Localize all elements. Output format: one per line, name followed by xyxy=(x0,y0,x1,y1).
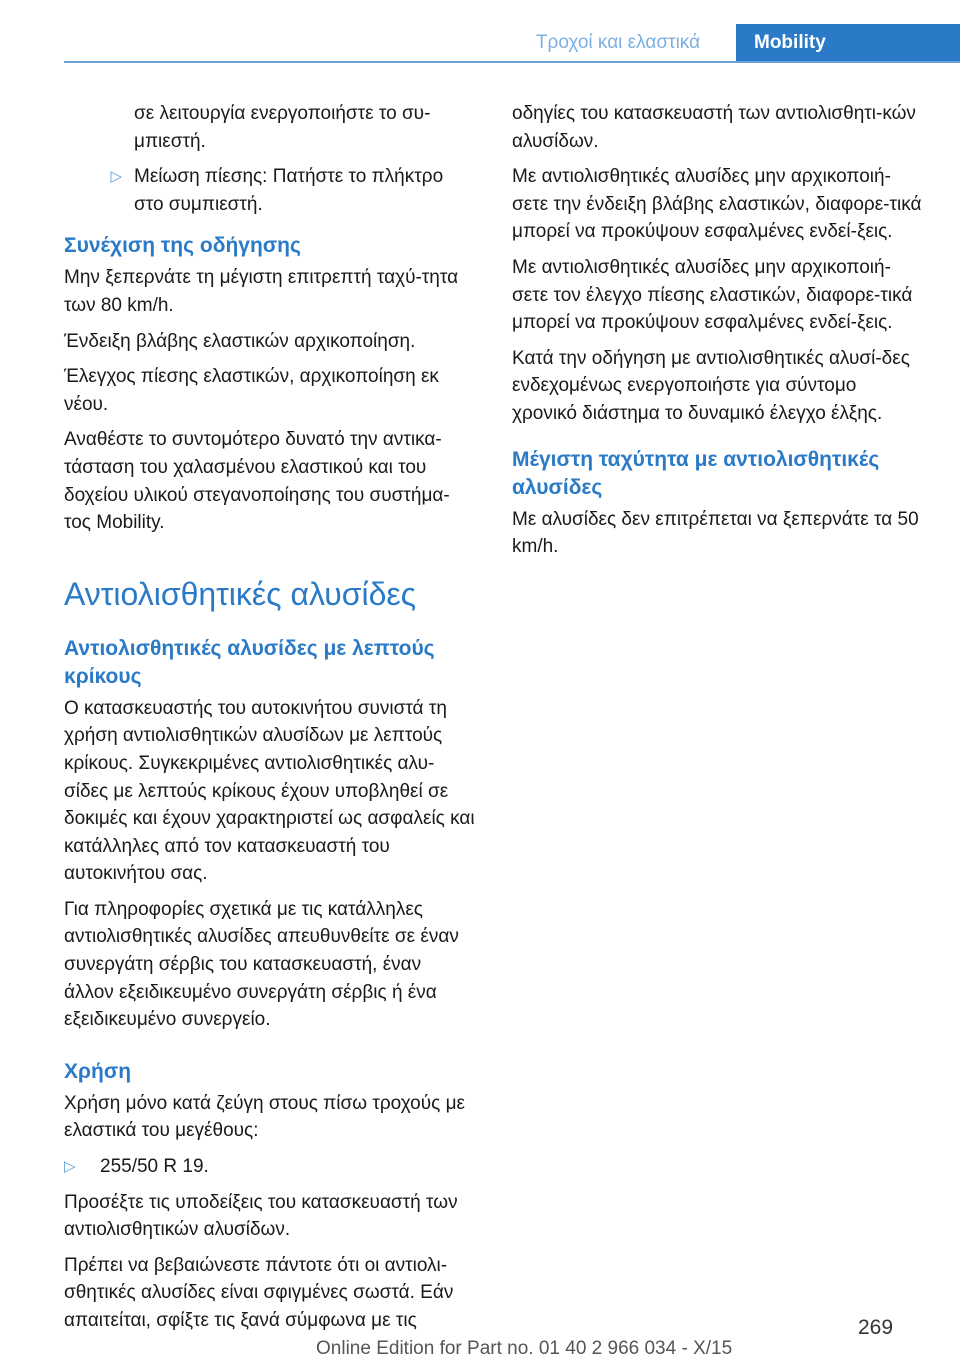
paragraph: σε λειτουργία ενεργοποιήστε το συ-μπιεστή. xyxy=(134,103,431,152)
paragraph: Προσέξτε τις υποδείξεις του κατασκευαστή των αντιολισθητικών αλυσίδων. xyxy=(64,1191,458,1241)
paragraph: Πρέπει να βεβαιώνεστε πάντοτε ότι οι αντιολι-σθητικές αλυσίδες είναι σφιγμένες σωστά. Εάν απαιτείται, σφίξτε τις ξανά σύμφωνα με τις xyxy=(64,1254,454,1331)
paragraph: Ένδειξη βλάβης ελαστικών αρχικοποίηση. xyxy=(64,330,416,352)
paragraph: Μην ξεπερνάτε τη μέγιστη επιτρεπτή ταχύ-τητα των 80 km/h. xyxy=(64,267,459,316)
heading-continue-driving: Συνέχιση της οδήγησης xyxy=(64,234,301,258)
list-item-text: 255/50 R 19. xyxy=(100,1156,209,1178)
paragraph: Με αλυσίδες δεν επιτρέπεται να ξεπερνάτε τα 50 km/h. xyxy=(512,508,919,558)
heading-max-speed-chains: Μέγιστη ταχύτητα με αντιολισθητικές αλυσίδες xyxy=(512,447,880,499)
header-divider xyxy=(64,61,960,63)
paragraph: Ο κατασκευαστής του αυτοκινήτου συνιστά τη χρήση αντιολισθητικών αλυσίδων με λεπτούς κρίκους. Συγκεκριμένες αντιολισθητικές αλυ-σίδες με λεπτούς κρίκους έχουν υποβληθεί σε δοκιμές και έχουν χαρακτηριστεί ως ασφαλείς και κατάλληλες από τον κατασκευαστή του αυτοκινήτου σας. xyxy=(64,697,475,885)
list-item xyxy=(64,163,476,218)
triangle-bullet-icon: ▷ xyxy=(110,168,122,186)
paragraph: Με αντιολισθητικές αλυσίδες μην αρχικοποιή-σετε την ένδειξη βλάβης ελαστικών, διαφορε-τικά μπορεί να προκύψουν εσφαλμένες ενδεί-ξεις. xyxy=(512,166,922,243)
heading-use: Χρήση xyxy=(64,1059,132,1083)
heading-fine-link-chains: Αντιολισθητικές αλυσίδες με λεπτούς κρίκους xyxy=(64,636,435,688)
header-section-tab[interactable]: Τροχοί και ελαστικά xyxy=(535,32,701,53)
paragraph: Έλεγχος πίεσης ελαστικών, αρχικοποίηση εκ νέου. xyxy=(64,366,439,415)
header-chapter-tab[interactable]: Mobility xyxy=(736,24,960,62)
paragraph: Για πληροφορίες σχετικά με τις κατάλληλες αντιολισθητικές αλυσίδες απευθυνθείτε σε έναν συνεργάτη σέρβις του κατασκευαστή, έναν άλλον εξειδικευμένο συνεργάτη σέρβις ή ένα εξειδικευμένο συνεργείο. xyxy=(64,898,459,1031)
footer-edition: Online Edition for Part no. 01 40 2 966 034 - X/15 xyxy=(316,1338,733,1359)
left-column xyxy=(64,100,476,1343)
triangle-bullet-icon: ▷ xyxy=(64,1158,76,1176)
heading-snow-chains: Αντιολισθητικές αλυσίδες xyxy=(64,575,417,612)
paragraph: Χρήση μόνο κατά ζεύγη στους πίσω τροχούς με ελαστικά του μεγέθους: xyxy=(64,1092,465,1142)
paragraph: Με αντιολισθητικές αλυσίδες μην αρχικοποιή-σετε τον έλεγχο πίεσης ελαστικών, διαφορε-τικά μπορεί να προκύψουν εσφαλμένες ενδεί-ξεις. xyxy=(512,256,913,334)
list-item-text: Μείωση πίεσης: Πατήστε το πλήκτρο στο συμπιεστή. xyxy=(134,166,444,215)
right-column xyxy=(512,100,924,569)
paragraph: οδηγίες του κατασκευαστή των αντιολισθητι-κών αλυσίδων. xyxy=(512,103,916,152)
paragraph: Κατά την οδήγηση με αντιολισθητικές αλυσί-δες ενδεχομένως ενεργοποιήστε για σύντομο χρονικό διάστημα το δυναμικό έλεγχο έλξης. xyxy=(512,347,910,424)
paragraph: Αναθέστε το συντομότερο δυνατό την αντικα-τάσταση του χαλασμένου ελαστικού και του δοχείου υλικού στεγανοποίησης του συστήμα-τος Mobility. xyxy=(64,429,450,534)
page-number: 269 xyxy=(858,1316,894,1339)
list-item xyxy=(64,1153,476,1181)
